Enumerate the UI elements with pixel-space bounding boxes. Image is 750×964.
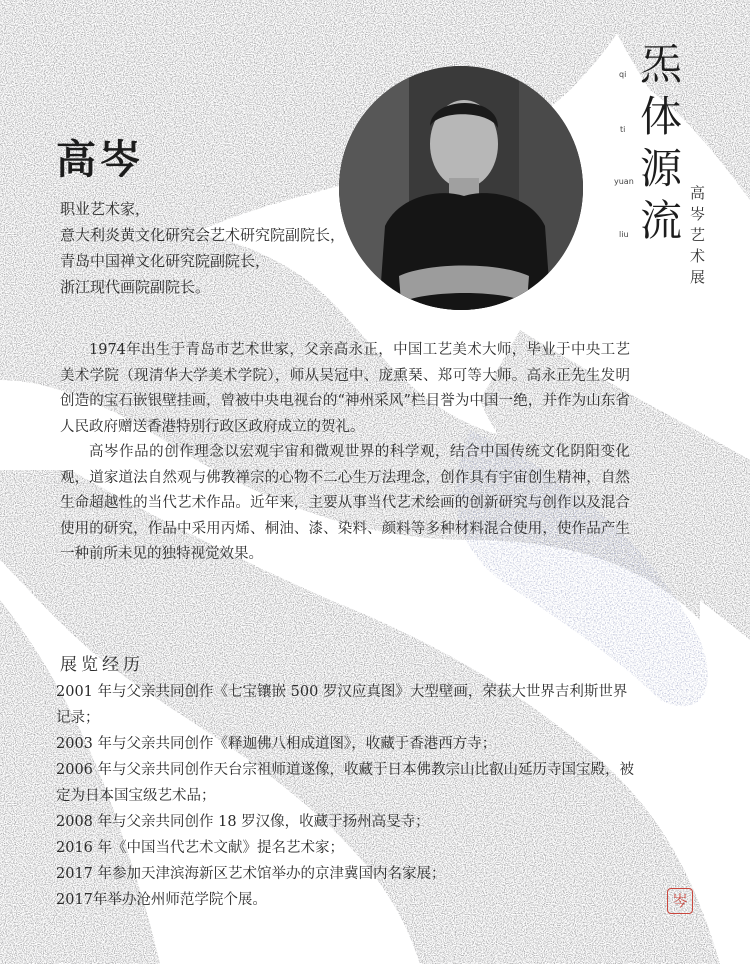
exhibition-item: 2001 年与父亲共同创作《七宝镶嵌 500 罗汉应真图》大型壁画，荣获大世界吉利斯世界记录； — [56, 684, 628, 726]
artist-portrait — [339, 66, 583, 310]
artist-seal: 岑 — [667, 888, 693, 914]
exhibition-item: 2003 年与父亲共同创作《释迦佛八相成道图》，收藏于香港西方寺； — [56, 736, 497, 752]
artist-title-line: 职业艺术家， — [60, 200, 151, 218]
exhibition-item: 2016 年《中国当代艺术文献》提名艺术家； — [56, 840, 345, 856]
artist-titles — [60, 196, 345, 300]
exhibitions-heading: 展览经历 — [60, 655, 144, 675]
title-char-1: 炁 — [640, 40, 683, 89]
portrait-figure — [339, 66, 583, 310]
artist-title-line: 意大利炎黄文化研究会艺术研究院副院长， — [60, 226, 346, 244]
bio-paragraph: 1974年出生于青岛市艺术世家，父亲高永正，中国工艺美术大师，毕业于中央工艺美术学院（现清华大学美术学院），师从吴冠中、庞熏琹、郑可等大师。高永正先生发明创造的宝石嵌银壁挂画，曾被中央电视台的“神州采风”栏目誉为中国一绝，并作为山东省人民政府赠送香港特别行政区政府成立的贺礼。 — [60, 342, 630, 435]
pinyin-2: ti — [620, 125, 626, 134]
pinyin-1: qi — [619, 70, 627, 79]
artist-title-line: 青岛中国禅文化研究院副院长， — [60, 252, 271, 270]
pinyin-4: liu — [619, 230, 629, 239]
artist-title-line: 浙江现代画院副院长。 — [60, 278, 211, 296]
bio-paragraph: 高岑作品的创作理念以宏观宇宙和微观世界的科学观，结合中国传统文化阴阳变化观，道家道法自然观与佛教禅宗的心物不二心生万法理念，创作具有宇宙创生精神，自然生命超越性的当代艺术作品。近年来，主要从事当代艺术绘画的创新研究与创作以及混合使用的研究，作品中采用丙烯、桐油、漆、染料、颜料等多种材料混合使用，使作品产生一种前所未见的独特视觉效果。 — [60, 444, 630, 562]
exhibition-item: 2008 年与父亲共同创作 18 罗汉像，收藏于扬州高旻寺； — [56, 814, 430, 830]
exhibition-item: 2017年举办沧州师范学院个展。 — [56, 892, 267, 908]
title-char-2: 体 — [640, 92, 683, 141]
exhibition-item: 2006 年与父亲共同创作天台宗祖师道遂像，收藏于日本佛教宗山比叡山延历寺国宝殿，被定为日本国宝级艺术品； — [56, 762, 635, 804]
pinyin-3: yuan — [614, 177, 634, 186]
exhibition-item: 2017 年参加天津滨海新区艺术馆举办的京津冀国内名家展； — [56, 866, 446, 882]
biography — [60, 338, 630, 568]
exhibition-subtitle: 高岑艺术展 — [690, 184, 706, 286]
title-char-4: 流 — [640, 196, 683, 245]
title-char-3: 源 — [640, 144, 683, 193]
artist-name: 高岑 — [56, 137, 144, 183]
exhibitions-list — [56, 679, 636, 913]
